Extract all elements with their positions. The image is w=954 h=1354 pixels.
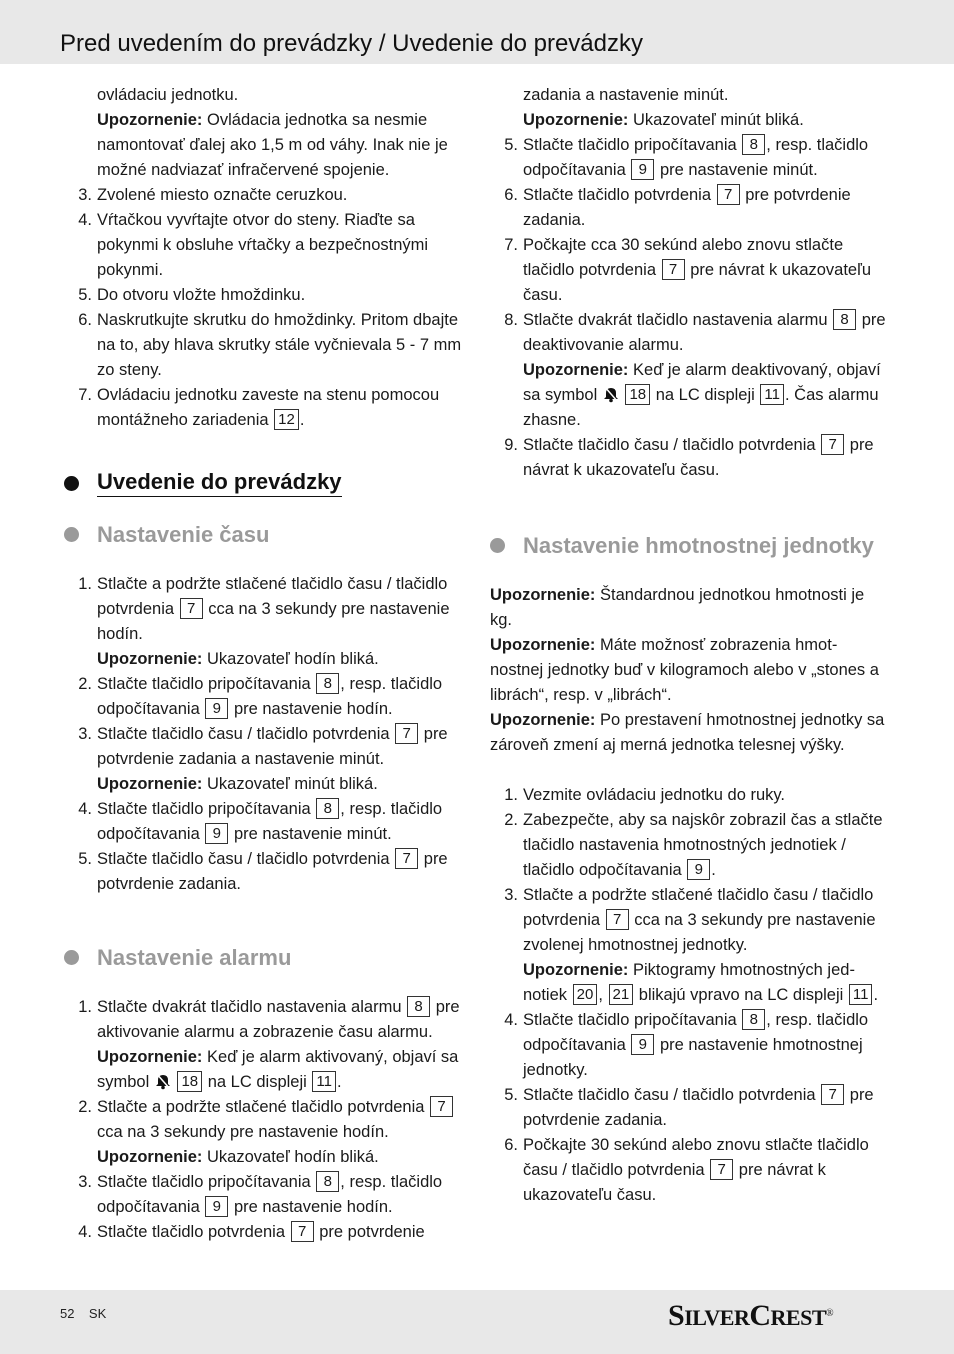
ref-box: 7 — [710, 1159, 733, 1180]
ref-box: 11 — [760, 384, 784, 405]
list-item: 4. Vŕtačkou vyvŕtajte otvor do steny. Riaďte sa pokynmi k obsluhe vŕtačky a bezpečnostnými pokynmi. — [78, 211, 429, 279]
list-item: 6. Stlačte tlačidlo potvrdenia 7 pre potvrdenie zadania. — [504, 186, 851, 229]
ref-box: 8 — [742, 134, 765, 155]
list-item: 5. Do otvoru vložte hmoždinku. — [78, 286, 306, 304]
ref-box: 21 — [609, 984, 634, 1005]
ref-box: 8 — [316, 798, 339, 819]
list-item: 5. Stlačte tlačidlo času / tlačidlo potvrdenia 7 pre potvrdenie zadania. — [78, 850, 448, 893]
ref-box: 7 — [606, 909, 629, 930]
ref-box: 9 — [205, 698, 228, 719]
unit-steps — [490, 783, 890, 1208]
page-header — [0, 0, 954, 64]
list-item: 4. Stlačte tlačidlo pripočítavania 8 , resp. tlačidlo odpočítavania 9 pre nastavenie hmotnostnej jednotky. — [504, 1011, 869, 1079]
ref-box: 7 — [395, 723, 418, 744]
ref-box: 9 — [631, 1034, 654, 1055]
ref-box: 8 — [407, 996, 430, 1017]
list-item: 7. Počkajte cca 30 sekúnd alebo znovu stlačte tlačidlo potvrdenia 7 pre návrat k ukazovateľu času. — [504, 236, 872, 304]
list-item: 5. Stlačte tlačidlo času / tlačidlo potvrdenia 7 pre potvrdenie zadania. — [504, 1086, 874, 1129]
ref-box: 8 — [316, 1171, 339, 1192]
ref-box: 9 — [631, 159, 654, 180]
ref-box: 7 — [180, 598, 203, 619]
alarm-bell-icon — [155, 1072, 171, 1090]
list-item: 4. Stlačte tlačidlo pripočítavania 8 , resp. tlačidlo odpočítavania 9 pre nastavenie minút. — [78, 800, 443, 843]
continued-note: Upozornenie: Ovládacia jednotka sa nesmie namontovať ďalej ako 1,5 m od váhy. Inak nie je možné nadviazať infračervené spojenie. — [97, 111, 448, 179]
list-item: 3. Zvolené miesto označte ceruzkou. — [78, 186, 348, 204]
list-item: 6. Naskrutkujte skrutku do hmoždinky. Pritom dbajte na to, aby hlava skrutky stále vyčnievala 5 - 7 mm zo steny. — [78, 311, 462, 379]
section-heading-alarm: Nastavenie alarmu — [64, 945, 464, 970]
section-heading-main: Uvedenie do prevádzky — [64, 467, 464, 497]
list-item: 5. Stlačte tlačidlo pripočítavania 8 , resp. tlačidlo odpočítavania 9 pre nastavenie minút. — [504, 136, 869, 179]
ref-box: 7 — [821, 1084, 844, 1105]
ref-box: 9 — [687, 859, 710, 880]
unit-note: Upozornenie: Máte možnosť zobrazenia hmot-nostnej jednotky buď v kilogramoch alebo v „stones a librách“, resp. v „librách“. — [490, 636, 879, 704]
alarm-bell-icon — [603, 385, 619, 403]
list-item: 8. Stlačte dvakrát tlačidlo nastavenia alarmu 8 pre deaktivovanie alarmu. Upozornenie: Keď je alarm deaktivovaný, objaví sa symbol 18 na LC displeji 11 . Čas alarmu zhasne. — [504, 311, 886, 429]
bullet-icon — [490, 538, 505, 553]
list-item: 3. Stlačte tlačidlo času / tlačidlo potvrdenia 7 pre potvrdenie zadania a nastavenie minút. Upozornenie: Ukazovateľ minút bliká. — [78, 725, 448, 793]
section-heading-unit: Nastavenie hmotnostnej jednotky — [490, 533, 890, 558]
alarm-steps — [64, 995, 464, 1245]
ref-box: 7 — [395, 848, 418, 869]
ref-box: 7 — [662, 259, 685, 280]
list-item: 6. Počkajte 30 sekúnd alebo znovu stlačte tlačidlo času / tlačidlo potvrdenia 7 pre návrat k ukazovateľu času. — [504, 1136, 869, 1204]
ref-box: 18 — [625, 384, 650, 405]
ref-box: 11 — [312, 1071, 336, 1092]
list-item: 1. Vezmite ovládaciu jednotku do ruky. — [504, 786, 786, 804]
ref-box: 8 — [742, 1009, 765, 1030]
bullet-icon — [64, 527, 79, 542]
section-heading-time: Nastavenie času — [64, 522, 464, 547]
ref-box: 12 — [274, 409, 299, 430]
ref-box: 7 — [291, 1221, 314, 1242]
ref-box: 9 — [205, 823, 228, 844]
silvercrest-logo: SILVERCREST® — [668, 1299, 834, 1332]
ref-box: 20 — [573, 984, 598, 1005]
list-item: 4. Stlačte tlačidlo potvrdenia 7 pre potvrdenie — [78, 1223, 425, 1241]
ref-box: 7 — [717, 184, 740, 205]
time-steps — [64, 572, 464, 897]
bullet-icon — [64, 476, 79, 491]
ref-box: 18 — [177, 1071, 202, 1092]
list-item: 2. Stlačte a podržte stlačené tlačidlo potvrdenia 7 cca na 3 sekundy pre nastavenie hodín. Upozornenie: Ukazovateľ hodín bliká. — [64, 1095, 464, 1170]
ref-box: 8 — [833, 309, 856, 330]
right-column — [490, 83, 890, 1208]
list-item: 3. Stlačte a podržte stlačené tlačidlo času / tlačidlo potvrdenia 7 cca na 3 sekundy pre nastavenie zvolenej hmotnostnej jednotky. Upozornenie: Piktogramy hmotnostných jed-notiek 20 , 21 blikajú vpravo na LC displeji 11 . — [504, 886, 879, 1004]
list-item: 7. Ovládaciu jednotku zaveste na stenu pomocou montážneho zariadenia 12 . — [78, 386, 440, 429]
ref-box: 7 — [430, 1096, 453, 1117]
ref-box: 9 — [205, 1196, 228, 1217]
page-number: 52 SK — [60, 1306, 107, 1321]
ref-box: 11 — [849, 984, 873, 1005]
alarm-steps-continued — [490, 133, 890, 483]
page-title: Pred uvedením do prevádzky / Uvedenie do prevádzky — [60, 30, 643, 57]
unit-note: Upozornenie: Po prestavení hmotnostnej jednotky sa zároveň zmení aj merná jednotka telesnej výšky. — [490, 711, 885, 754]
mounting-steps — [64, 183, 464, 433]
ref-box: 7 — [821, 434, 844, 455]
ref-box: 8 — [316, 673, 339, 694]
continued-text: ovládaciu jednotku. — [97, 86, 239, 104]
list-item: 1. Stlačte a podržte stlačené tlačidlo času / tlačidlo potvrdenia 7 cca na 3 sekundy pre nastavenie hodín. Upozornenie: Ukazovateľ hodín bliká. — [78, 575, 450, 668]
list-item: 1. Stlačte dvakrát tlačidlo nastavenia alarmu 8 pre aktivovanie alarmu a zobrazenie času alarmu. Upozornenie: Keď je alarm aktivovaný, objaví sa symbol 18 na LC displeji 11 . — [78, 998, 460, 1091]
continued-text: zadania a nastavenie minút. — [523, 86, 729, 104]
list-item: 2. Zabezpečte, aby sa najskôr zobrazil čas a stlačte tlačidlo nastavenia hmotnostných jednotiek / tlačidlo odpočítavania 9 . — [504, 811, 883, 879]
left-column — [64, 83, 464, 1245]
continued-note: Upozornenie: Ukazovateľ minút bliká. — [523, 111, 804, 129]
bullet-icon — [64, 950, 79, 965]
list-item: 3. Stlačte tlačidlo pripočítavania 8 , resp. tlačidlo odpočítavania 9 pre nastavenie hodín. — [78, 1173, 443, 1216]
list-item: 2. Stlačte tlačidlo pripočítavania 8 , resp. tlačidlo odpočítavania 9 pre nastavenie hodín. — [78, 675, 443, 718]
list-item: 9. Stlačte tlačidlo času / tlačidlo potvrdenia 7 pre návrat k ukazovateľu času. — [504, 436, 874, 479]
unit-note: Upozornenie: Štandardnou jednotkou hmotnosti je kg. — [490, 586, 865, 629]
